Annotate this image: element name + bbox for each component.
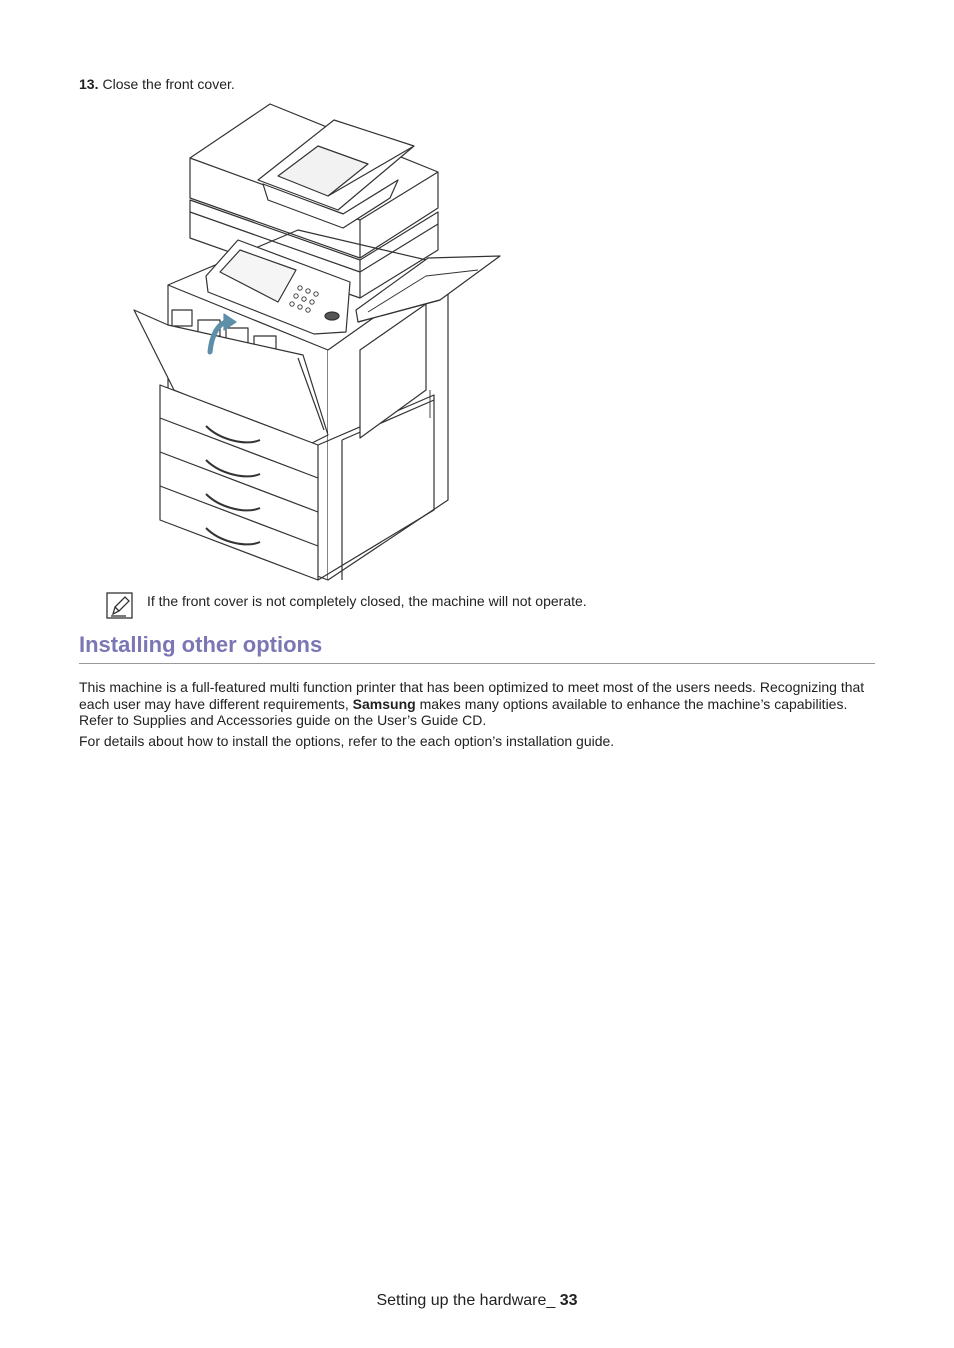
p1-text-end: makes many options available to enhance the machine’s capabilities. Refer to Supplies and Accessories guide on the User’s Guide CD. (79, 695, 848, 728)
note-text: If the front cover is not completely closed, the machine will not operate. (147, 593, 587, 609)
section-title: Installing other options (79, 632, 323, 657)
paragraph-install-details: For details about how to install the options, refer to the each option’s installation guide. (79, 733, 615, 749)
note-pencil-icon (106, 592, 134, 620)
p1-text-start: This machine is a full-featured multi function printer that has been optimized to meet most of the users needs. Recognizing that each user may have different requirements, (79, 679, 865, 712)
step-13 (79, 76, 235, 92)
page-number: 33 (559, 1292, 578, 1309)
step-number: 13. (79, 76, 99, 92)
brand-name: Samsung (352, 695, 416, 712)
step-text: Close the front cover. (102, 76, 235, 92)
paragraph-options-intro (79, 679, 879, 729)
section-divider (79, 663, 875, 664)
printer-illustration (128, 100, 508, 586)
page-footer (0, 1292, 954, 1310)
footer-section: Setting up the hardware_ (376, 1292, 560, 1309)
note (106, 592, 876, 622)
